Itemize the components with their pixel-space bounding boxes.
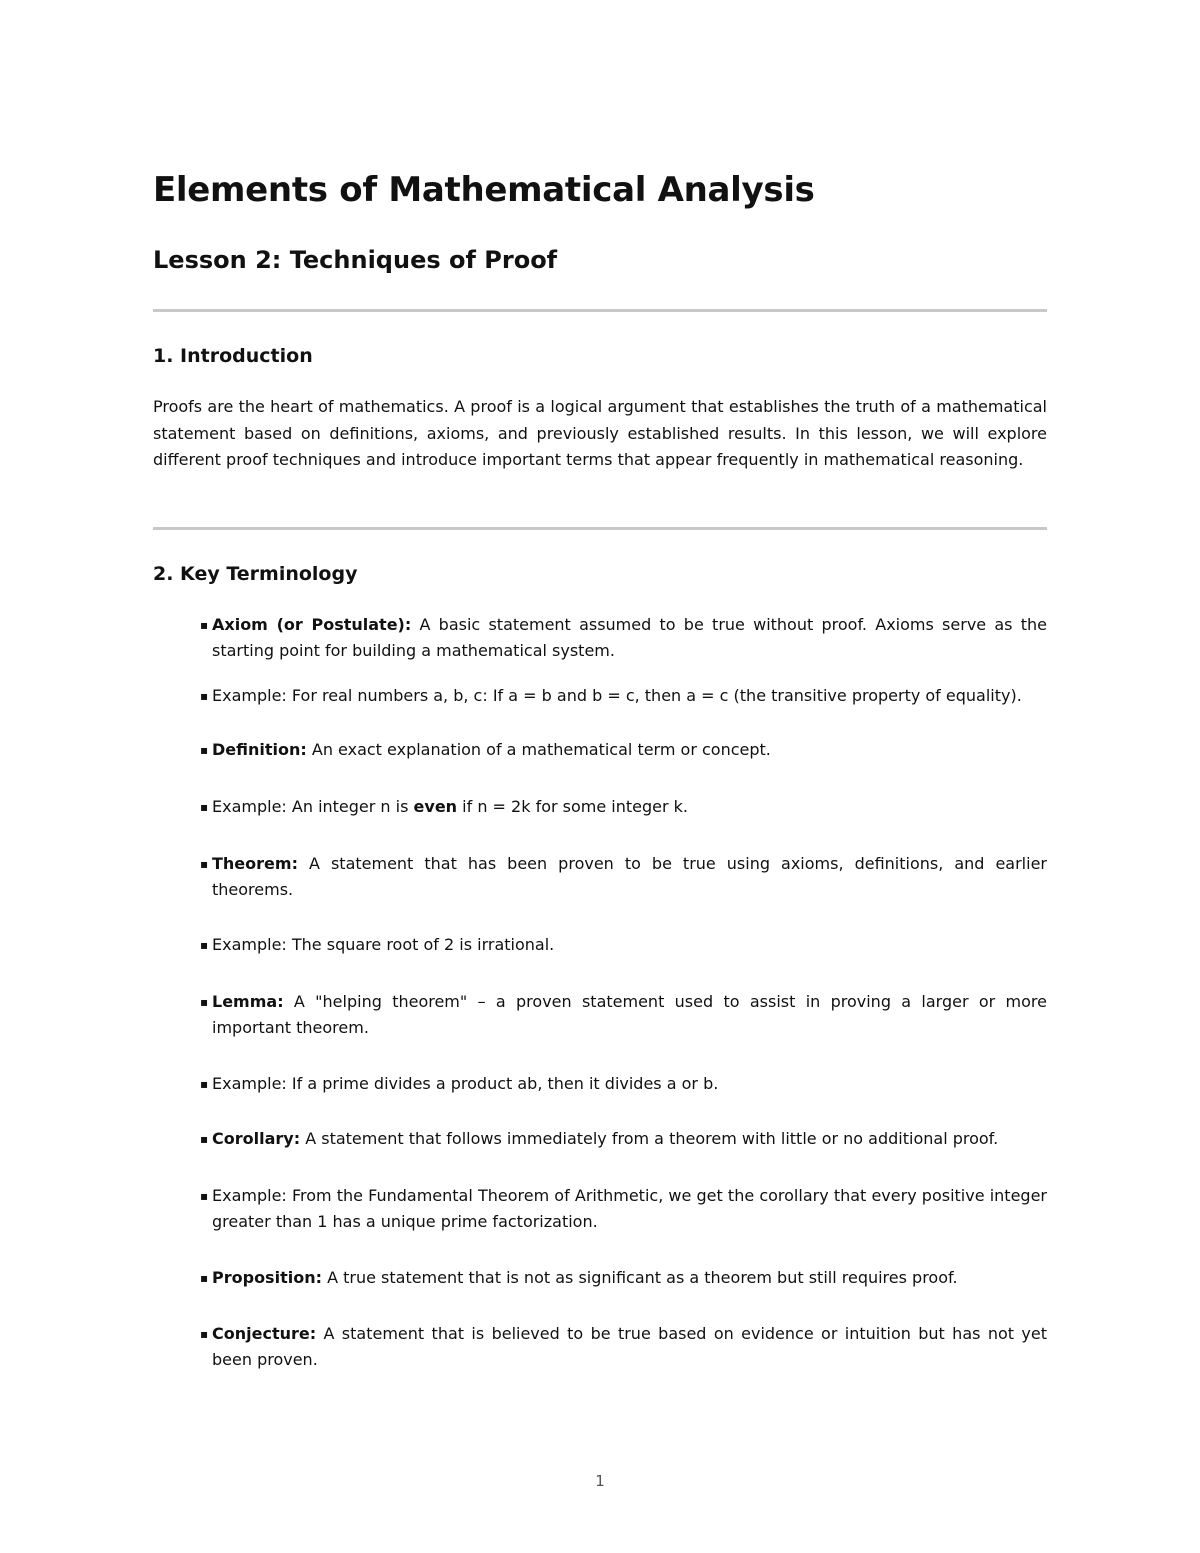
example-text: Example: From the Fundamental Theorem of Arithmetic, we get the corollary that every positive integer greater than 1 has a unique prime factorization. bbox=[212, 1186, 1047, 1231]
example-text: Example: The square root of 2 is irrational. bbox=[212, 935, 555, 954]
terminology-heading: 2. Key Terminology bbox=[153, 563, 358, 585]
term-label: Definition: bbox=[212, 740, 307, 759]
term-description: An exact explanation of a mathematical term or concept. bbox=[306, 740, 771, 759]
emphasis-even: even bbox=[413, 797, 458, 816]
example-text: Example: An integer n is bbox=[212, 797, 414, 816]
example-text: if n = 2k for some integer k. bbox=[457, 797, 689, 816]
list-item bbox=[153, 851, 1047, 903]
bullet-icon: ▪ bbox=[200, 1132, 209, 1146]
term-label: Conjecture: bbox=[212, 1324, 317, 1343]
list-item bbox=[153, 737, 1047, 763]
page-number: 1 bbox=[595, 1472, 605, 1490]
bullet-icon: ▪ bbox=[200, 800, 209, 814]
list-item bbox=[153, 1265, 1047, 1291]
term-description: A "helping theorem" – a proven statement used to assist in proving a larger or more important theorem. bbox=[212, 992, 1047, 1037]
intro-heading: 1. Introduction bbox=[153, 345, 313, 367]
term-description: A statement that has been proven to be true using axioms, definitions, and earlier theorems. bbox=[212, 854, 1047, 899]
bullet-icon: ▪ bbox=[200, 1077, 209, 1091]
list-item bbox=[153, 989, 1047, 1041]
term-label: Theorem: bbox=[212, 854, 298, 873]
bullet-icon: ▪ bbox=[200, 857, 209, 871]
term-label: Proposition: bbox=[212, 1268, 322, 1287]
list-item bbox=[153, 1183, 1047, 1235]
bullet-icon: ▪ bbox=[200, 1271, 209, 1285]
bullet-icon: ▪ bbox=[200, 743, 209, 757]
list-item bbox=[153, 794, 1047, 820]
list-item bbox=[153, 683, 1047, 709]
intro-paragraph: Proofs are the heart of mathematics. A proof is a logical argument that establishes the truth of a mathematical statement based on definitions, axioms, and previously established results. In this lesson, we will explore different proof techniques and introduce important terms that appear frequently in mathematical reasoning. bbox=[153, 397, 1047, 469]
example-text: Example: If a prime divides a product ab, then it divides a or b. bbox=[212, 1074, 719, 1093]
bullet-icon: ▪ bbox=[200, 689, 209, 703]
term-label: Lemma: bbox=[212, 992, 284, 1011]
list-item bbox=[153, 1126, 1047, 1152]
bullet-icon: ▪ bbox=[200, 618, 209, 632]
lesson-subtitle: Lesson 2: Techniques of Proof bbox=[153, 246, 558, 274]
document-title: Elements of Mathematical Analysis bbox=[153, 170, 815, 210]
bullet-icon: ▪ bbox=[200, 1189, 209, 1203]
list-item bbox=[153, 612, 1047, 664]
list-item bbox=[153, 1071, 1047, 1097]
term-description: A statement that follows immediately from a theorem with little or no additional proof. bbox=[300, 1129, 999, 1148]
term-label: Axiom (or Postulate): bbox=[212, 615, 412, 634]
bullet-icon: ▪ bbox=[200, 938, 209, 952]
term-label: Corollary: bbox=[212, 1129, 301, 1148]
term-description: A true statement that is not as significant as a theorem but still requires proof. bbox=[321, 1268, 958, 1287]
divider bbox=[153, 527, 1047, 530]
example-text: Example: For real numbers a, b, c: If a = b and b = c, then a = c (the transitive property of equality). bbox=[212, 686, 1022, 705]
bullet-icon: ▪ bbox=[200, 995, 209, 1009]
list-item bbox=[153, 932, 1047, 958]
term-description: A basic statement assumed to be true without proof. Axioms serve as the starting point for building a mathematical system. bbox=[212, 615, 1047, 660]
term-description: A statement that is believed to be true based on evidence or intuition but has not yet been proven. bbox=[212, 1324, 1047, 1369]
bullet-icon: ▪ bbox=[200, 1327, 209, 1341]
list-item bbox=[153, 1321, 1047, 1373]
divider bbox=[153, 309, 1047, 312]
